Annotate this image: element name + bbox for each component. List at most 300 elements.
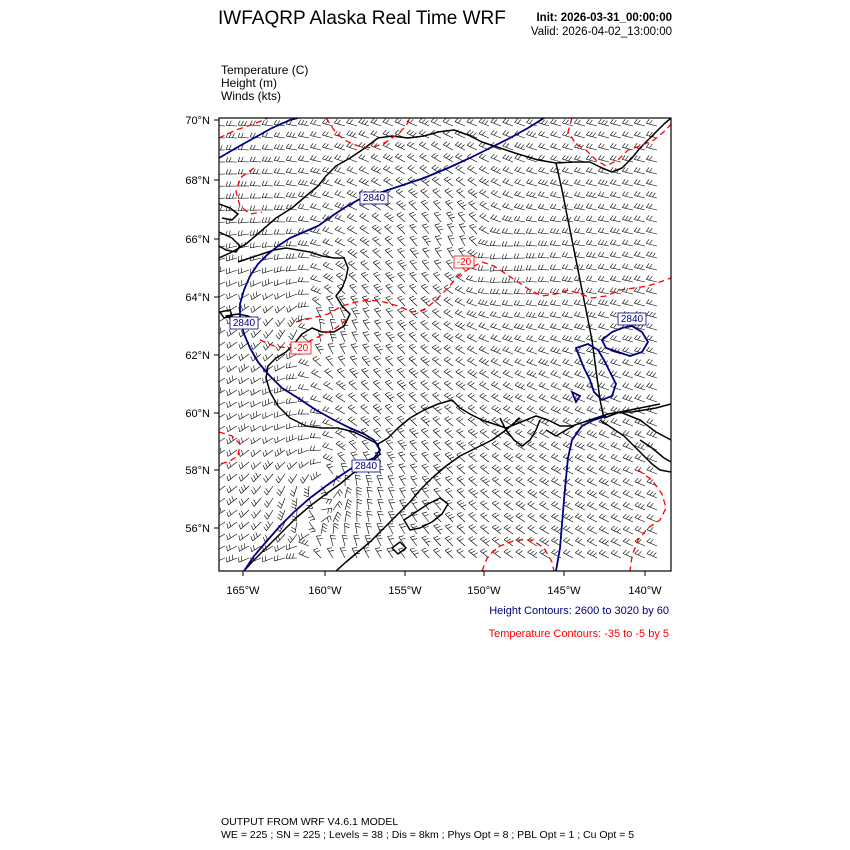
wind-barb (359, 170, 369, 175)
wind-barb-feather (483, 407, 487, 410)
wind-barb-feather (220, 387, 221, 392)
wind-barb (240, 306, 249, 312)
wind-barb-feather (244, 364, 245, 369)
wind-barb (363, 333, 369, 342)
wind-barb (275, 390, 286, 393)
wind-barb-feather (481, 277, 483, 282)
wind-barb-feather (214, 231, 215, 236)
wind-barb-feather (229, 157, 231, 162)
wind-barb-feather (593, 133, 596, 137)
wind-barb-feather (562, 252, 564, 256)
wind-barb-feather (424, 454, 429, 456)
wind-barb (216, 390, 225, 396)
wind-barb-feather (625, 228, 628, 232)
wind-barb-feather (482, 395, 486, 398)
wind-barb-feather (539, 155, 542, 159)
wind-barb (435, 237, 441, 246)
wind-barb-feather (421, 380, 425, 382)
wind-barb-feather (479, 311, 482, 315)
wind-barb-feather (516, 465, 520, 468)
wind-barb (228, 378, 237, 384)
wind-barb-feather (351, 344, 356, 345)
wind-barb-feather (526, 241, 528, 246)
wind-barb-feather (598, 264, 601, 268)
wind-barb (253, 342, 261, 350)
wind-barb-feather (375, 263, 380, 265)
wind-barb-feather (375, 395, 380, 397)
wind-barb-feather (479, 334, 482, 338)
wind-barb-feather (610, 131, 613, 135)
wind-barb-feather (374, 155, 378, 159)
wind-barb-feather (587, 454, 591, 457)
wind-barb-feather (398, 248, 403, 250)
wind-barb-feather (469, 224, 474, 226)
wind-barb-feather (266, 524, 269, 528)
wind-barb-feather (646, 335, 649, 339)
wind-barb (316, 536, 321, 546)
wind-barb (398, 250, 406, 258)
wind-barb (298, 389, 309, 391)
wind-barb-feather (253, 230, 254, 235)
wind-barb-feather (653, 553, 657, 557)
wind-barb-feather (566, 503, 570, 506)
wind-barb-feather (339, 275, 343, 278)
wind-barb-feather (494, 407, 498, 410)
wind-barb-feather (649, 300, 652, 304)
wind-barb (226, 258, 237, 261)
wind-barb (348, 240, 357, 246)
wind-barb (515, 122, 525, 126)
wind-barb-feather (613, 156, 616, 160)
wind-barb (598, 184, 609, 187)
wind-barb (456, 360, 465, 366)
wind-barb (528, 504, 537, 510)
wind-barb (383, 145, 393, 150)
wind-barb-feather (649, 168, 652, 172)
wind-barb-feather (611, 478, 615, 482)
wind-barb (310, 219, 321, 222)
wind-barb-feather (590, 348, 593, 352)
wind-barb-feather (526, 253, 528, 258)
wind-barb-feather (241, 157, 243, 162)
wind-barb (263, 270, 274, 273)
wind-barb-feather (323, 167, 326, 171)
wind-barb-feather (530, 491, 534, 494)
wind-barb-feather (468, 429, 472, 432)
wind-barb-feather (506, 419, 510, 422)
wind-barb (431, 122, 441, 126)
wind-barb-feather (435, 359, 439, 362)
wind-barb (398, 286, 405, 294)
wind-barb (634, 303, 645, 306)
wind-barb-feather (590, 443, 594, 447)
wind-barb (623, 386, 633, 390)
wind-barb-feather (215, 476, 216, 481)
wind-barb-feather (504, 441, 508, 444)
wind-barb (550, 183, 561, 186)
wind-barb-feather (491, 346, 495, 350)
wind-barb (504, 456, 513, 462)
wind-barb-feather (458, 359, 462, 362)
wind-barb-feather (542, 467, 546, 470)
wind-barb-feather (517, 266, 519, 271)
wind-barb-feather (436, 550, 441, 552)
wind-barb-feather (399, 215, 403, 217)
wind-barb-feather (410, 167, 414, 170)
wind-barb (539, 374, 549, 378)
wind-barb-feather (217, 218, 218, 223)
wind-barb (251, 282, 261, 287)
wind-barb (563, 553, 573, 558)
wind-barb-feather (314, 384, 317, 388)
wind-barb (610, 304, 621, 307)
wind-barb-feather (389, 538, 394, 539)
wind-barb-feather (602, 479, 606, 483)
wind-barb-feather (390, 527, 395, 528)
wind-barb (539, 362, 549, 366)
wind-barb (599, 553, 609, 558)
wind-barb-feather (400, 454, 405, 455)
wind-barb (622, 220, 633, 222)
wind-barb (310, 171, 321, 174)
wind-barb (551, 409, 561, 414)
wind-barb-feather (434, 524, 439, 526)
wind-barb-feather (254, 401, 255, 406)
wind-barb-feather (288, 323, 291, 327)
wind-barb-feather (623, 538, 627, 542)
wind-barb-feather (590, 144, 593, 148)
wind-barb-feather (448, 262, 453, 264)
wind-barb-feather (347, 178, 350, 182)
wind-barb (550, 135, 561, 138)
wind-barb (456, 168, 465, 174)
wind-barb (351, 345, 357, 354)
wind-barb-feather (646, 143, 649, 147)
wind-barb-feather (351, 308, 356, 309)
wind-barb (366, 523, 369, 534)
wind-barb-feather (521, 385, 525, 388)
wind-barb (527, 362, 537, 366)
wind-barb (335, 182, 345, 186)
wind-barb-feather (241, 475, 243, 480)
wind-barb-feather (329, 157, 332, 161)
wind-barb-feather (483, 491, 487, 494)
wind-barb (351, 309, 357, 319)
wind-barb-feather (376, 286, 381, 288)
wind-barb (250, 222, 261, 223)
wind-barb (480, 396, 489, 402)
wind-barb-feather (634, 335, 637, 339)
wind-barb-feather (253, 475, 255, 480)
wind-barb (515, 397, 525, 402)
wind-barb-feather (265, 293, 266, 298)
wind-barb (388, 524, 393, 534)
wind-barb (526, 282, 537, 283)
wind-barb-feather (375, 251, 379, 253)
wind-barb (292, 330, 297, 340)
wind-barb-feather (502, 278, 504, 283)
wind-barb (321, 508, 332, 510)
wind-barb-feather (575, 478, 579, 481)
wind-barb (336, 264, 345, 270)
wind-barb-feather (634, 167, 637, 171)
wind-barb-feather (244, 485, 246, 490)
wind-barb-feather (310, 239, 313, 243)
wind-barb-feather (538, 253, 540, 258)
wind-barb (262, 125, 273, 126)
wind-barb-feather (602, 120, 605, 124)
wind-barb-feather (229, 401, 230, 406)
wind-barb-feather (301, 277, 303, 282)
wind-barb-feather (229, 182, 231, 187)
wind-barb-feather (424, 430, 429, 432)
wind-barb-feather (482, 191, 486, 194)
wind-barb (634, 196, 645, 199)
wind-barb-feather (373, 404, 378, 406)
wind-barb (226, 222, 237, 223)
wind-barb-feather (626, 396, 629, 400)
wind-barb-feather (289, 217, 291, 222)
wind-barb-feather (542, 360, 545, 364)
field-label-temperature: Temperature (C) (221, 63, 309, 77)
wind-barb-feather (469, 201, 473, 204)
wind-barb-feather (239, 427, 240, 432)
wind-barb-feather (623, 466, 627, 470)
wind-barb-feather (563, 526, 567, 529)
wind-barb-feather (562, 179, 565, 183)
wind-barb-feather (351, 419, 355, 422)
wind-barb-feather (227, 512, 229, 517)
wind-barb-feather (530, 467, 534, 470)
wind-barb-feather (444, 309, 448, 312)
wind-barb-feather (444, 321, 448, 324)
wind-barb (575, 529, 585, 534)
wind-barb (286, 366, 297, 368)
wind-barb (386, 358, 394, 366)
wind-barb (480, 385, 490, 391)
wind-barb-feather (614, 527, 618, 531)
wind-barb-feather (647, 514, 650, 518)
wind-barb-feather (410, 155, 414, 158)
wind-barb (298, 269, 309, 270)
wind-barb-feather (622, 203, 625, 207)
lat-label: 60°N (185, 408, 210, 420)
wind-barb (598, 135, 609, 138)
wind-barb-feather (467, 334, 471, 337)
wind-barb (646, 171, 657, 174)
wind-barb-feather (289, 398, 290, 403)
wind-barb-feather (495, 515, 499, 518)
wind-barb-feather (562, 216, 565, 220)
wind-barb (240, 402, 250, 408)
wind-barb-feather (599, 478, 603, 481)
wind-barb-feather (506, 204, 509, 208)
wind-barb (646, 183, 657, 186)
wind-barb-feather (229, 121, 231, 126)
wind-barb-feather (538, 300, 541, 304)
wind-barb (598, 196, 609, 198)
wind-barb (635, 398, 645, 402)
wind-barb-feather (590, 515, 594, 518)
wind-barb (538, 220, 549, 222)
wind-barb-feather (578, 455, 582, 458)
wind-barb-feather (505, 254, 506, 259)
wind-barb-feather (505, 229, 507, 234)
wind-barb-feather (495, 503, 499, 506)
wind-barb (586, 292, 597, 294)
wind-barb-feather (293, 133, 296, 137)
wind-barb-feather (253, 293, 254, 298)
wind-barb-feather (253, 242, 254, 247)
wind-barb (228, 450, 237, 456)
wind-barb-feather (611, 406, 614, 410)
wind-barb-feather (470, 371, 474, 374)
svg-text:2840: 2840 (620, 314, 644, 325)
wind-barb-feather (565, 312, 568, 316)
wind-barb-feather (613, 228, 616, 232)
wind-barb-feather (491, 323, 494, 327)
wind-barb-feather (323, 454, 327, 458)
wind-barb-feather (457, 429, 461, 432)
wind-barb-feather (413, 133, 417, 137)
wind-barb-feather (398, 440, 403, 442)
wind-barb-feather (449, 226, 454, 227)
wind-barb-feather (353, 346, 358, 347)
wind-barb-feather (650, 336, 653, 340)
wind-barb-feather (368, 514, 373, 515)
wind-barb (262, 161, 273, 162)
wind-barb (252, 438, 261, 444)
wind-barb (241, 510, 249, 518)
wind-barb-feather (362, 440, 367, 442)
wind-barb-feather (459, 527, 463, 529)
wind-barb-feather (599, 383, 602, 387)
wind-barb (527, 171, 538, 174)
wind-barb-feather (387, 215, 391, 218)
wind-barb-feather (422, 476, 427, 478)
wind-barb-feather (313, 192, 316, 196)
wind-barb-feather (506, 348, 509, 352)
wind-barb-feather (263, 295, 264, 300)
wind-barb (312, 474, 321, 480)
wind-barb-feather (611, 442, 614, 446)
wind-barb (586, 196, 597, 198)
wind-barb-feather (287, 465, 289, 470)
wind-barb-feather (629, 397, 632, 401)
wind-barb-feather (649, 276, 652, 280)
wind-barb (228, 534, 237, 540)
wind-barb-feather (455, 310, 459, 313)
wind-barb-feather (279, 502, 283, 505)
temperature-contour-label (291, 342, 311, 354)
wind-barb-feather (263, 346, 265, 351)
wind-barb-feather (353, 310, 358, 311)
wind-barb-feather (575, 454, 579, 457)
wind-barb-feather (338, 144, 341, 148)
wind-barb-feather (262, 218, 264, 223)
wind-barb (504, 480, 513, 486)
wind-barb (646, 315, 657, 318)
wind-barb-feather (562, 228, 565, 232)
wind-barb-feather (495, 443, 499, 446)
wind-barb-feather (409, 212, 414, 214)
wind-barb-feather (298, 435, 299, 440)
wind-barb-feather (399, 476, 404, 477)
wind-barb-feather (653, 253, 656, 257)
wind-barb-feather (471, 238, 476, 240)
wind-barb-feather (494, 336, 497, 340)
wind-barb-feather (253, 181, 255, 186)
wind-barb-feather (396, 201, 400, 204)
wind-barb-feather (435, 383, 439, 386)
wind-barb-feather (587, 478, 591, 481)
wind-barb-feather (292, 553, 294, 558)
wind-barb (348, 252, 357, 258)
wind-barb (611, 529, 621, 534)
wind-barb (514, 207, 525, 210)
wind-barb-feather (542, 407, 546, 410)
wind-barb-feather (289, 144, 292, 148)
wind-barb (238, 149, 249, 150)
wind-barb-feather (265, 306, 267, 311)
wind-barb-feather (388, 418, 393, 420)
wind-barb-feather (589, 264, 592, 268)
wind-barb-feather (388, 298, 393, 300)
wind-barb (503, 373, 513, 378)
wind-barb-feather (397, 212, 401, 214)
wind-barb-feather (514, 216, 517, 220)
wind-barb (587, 398, 597, 402)
wind-barb-feather (299, 550, 303, 554)
wind-barb-feather (355, 475, 360, 476)
wind-barb-feather (505, 241, 507, 246)
wind-barb-feather (589, 204, 592, 208)
wind-barb-feather (634, 215, 637, 219)
wind-barb-feather (387, 227, 391, 229)
wind-barb-feather (529, 216, 532, 220)
wind-barb (422, 214, 429, 222)
wind-barb-feather (410, 464, 415, 466)
wind-barb-feather (473, 373, 477, 376)
wind-barb (516, 540, 525, 546)
wind-barb-feather (301, 253, 303, 258)
wind-barb-feather (350, 239, 354, 242)
wind-barb (611, 458, 621, 462)
wind-barb-feather (400, 274, 405, 276)
wind-barb-feather (292, 504, 296, 506)
wind-barb-feather (538, 228, 540, 233)
wind-barb (622, 135, 633, 138)
wind-barb-feather (241, 401, 242, 406)
wind-barb (215, 534, 225, 539)
wind-barb-feather (553, 204, 556, 208)
wind-barb-feather (265, 169, 267, 174)
wind-barb-feather (351, 407, 355, 410)
wind-barb-feather (215, 415, 216, 420)
wind-barb (216, 510, 225, 516)
wind-barb-feather (229, 486, 231, 491)
wind-barb (347, 182, 357, 186)
wind-barb-feather (354, 373, 359, 375)
wind-barb (598, 171, 609, 174)
wind-barb-feather (625, 240, 628, 244)
field-label-winds: Winds (kts) (221, 89, 281, 103)
wind-barb-feather (469, 537, 473, 539)
wind-barb-feather (622, 240, 625, 244)
svg-text:-20: -20 (293, 343, 309, 354)
lon-label: 145°W (547, 585, 581, 597)
wind-barb-feather (492, 453, 496, 456)
